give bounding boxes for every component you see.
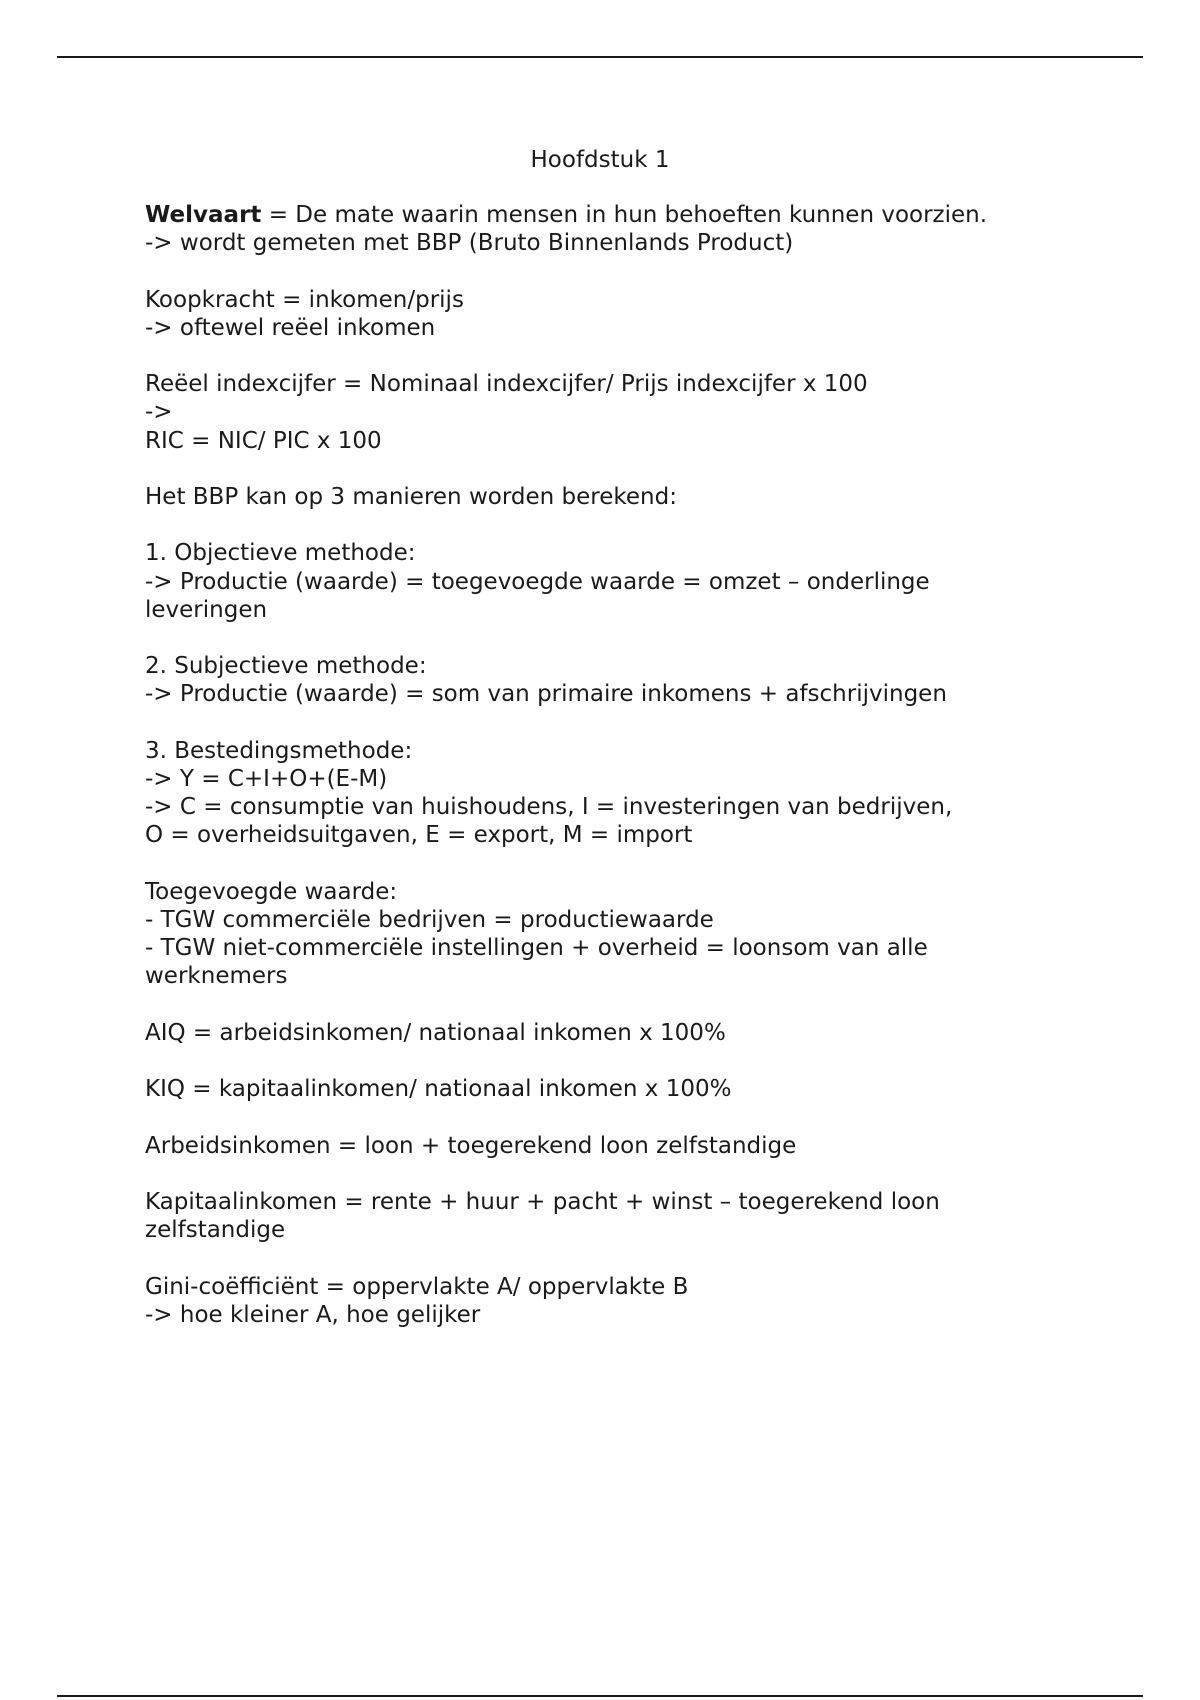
text-line: -> Y = C+I+O+(E-M) xyxy=(145,765,388,792)
text-line: -> hoe kleiner A, hoe gelijker xyxy=(145,1301,481,1328)
text-line: RIC = NIC/ PIC x 100 xyxy=(145,427,382,454)
page-title: Hoofdstuk 1 xyxy=(530,147,670,173)
text-line: Toegevoegde waarde: xyxy=(145,878,398,905)
text-line: 1. Objectieve methode: xyxy=(145,540,416,567)
text-block xyxy=(145,737,1075,850)
text-block xyxy=(145,1019,1075,1047)
text-line: -> Productie (waarde) = som van primaire inkomens + afschrijvingen xyxy=(145,681,947,708)
text-block xyxy=(145,539,1075,624)
text-line: -> wordt gemeten met BBP (Bruto Binnenlands Product) xyxy=(145,230,794,257)
text-line: Kapitaalinkomen = rente + huur + pacht + winst – toegerekend loon xyxy=(145,1188,940,1215)
text-block xyxy=(145,370,1075,455)
definition-text: = De mate waarin mensen in hun behoeften kunnen voorzien. xyxy=(261,202,988,228)
text-line: O = overheidsuitgaven, E = export, M = import xyxy=(145,822,693,849)
text-block xyxy=(145,286,1075,342)
text-line: werknemers xyxy=(145,963,288,990)
text-line: Gini-coëfficiënt = oppervlakte A/ oppervlakte B xyxy=(145,1273,689,1300)
text-line: -> xyxy=(145,399,173,426)
text-line: AIQ = arbeidsinkomen/ nationaal inkomen x 100% xyxy=(145,1019,726,1046)
text-line: -> Productie (waarde) = toegevoegde waarde = omzet – onderlinge xyxy=(145,568,930,595)
defined-term: Welvaart xyxy=(145,202,262,228)
text-line: Het BBP kan op 3 manieren worden berekend: xyxy=(145,483,677,510)
text-line: leveringen xyxy=(145,596,268,623)
text-block xyxy=(145,1188,1075,1244)
text-line: Koopkracht = inkomen/prijs xyxy=(145,286,464,313)
text-block xyxy=(145,201,1075,257)
text-line xyxy=(145,201,1075,229)
text-line: zelfstandige xyxy=(145,1217,286,1244)
text-line: - TGW commerciële bedrijven = productiewaarde xyxy=(145,906,714,933)
text-line: -> oftewel reëel inkomen xyxy=(145,314,436,341)
top-rule xyxy=(57,56,1143,58)
text-block xyxy=(145,1273,1075,1329)
text-line: Reëel indexcijfer = Nominaal indexcijfer/ Prijs indexcijfer x 100 xyxy=(145,371,868,398)
text-line: 2. Subjectieve methode: xyxy=(145,653,427,680)
text-block xyxy=(145,652,1075,708)
text-block xyxy=(145,1075,1075,1103)
text-block xyxy=(145,483,1075,511)
text-line: Arbeidsinkomen = loon + toegerekend loon zelfstandige xyxy=(145,1132,797,1159)
document-body xyxy=(145,201,1075,1357)
bottom-rule xyxy=(57,1695,1143,1697)
text-line: - TGW niet-commerciële instellingen + overheid = loonsom van alle xyxy=(145,935,928,962)
text-line: -> C = consumptie van huishoudens, I = investeringen van bedrijven, xyxy=(145,794,953,821)
text-line: 3. Bestedingsmethode: xyxy=(145,737,413,764)
text-line: KIQ = kapitaalinkomen/ nationaal inkomen x 100% xyxy=(145,1076,732,1103)
text-block xyxy=(145,1132,1075,1160)
text-block xyxy=(145,878,1075,991)
